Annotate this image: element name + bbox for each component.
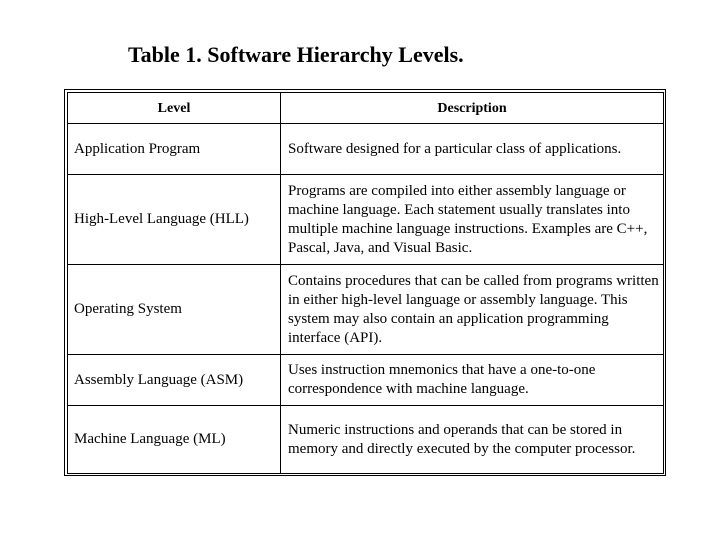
header-description: Description: [281, 93, 664, 124]
description-cell: Software designed for a particular class of applications.: [281, 124, 664, 175]
table-row: [68, 124, 664, 175]
level-cell: Application Program: [68, 124, 281, 175]
table-caption: Table 1. Software Hierarchy Levels.: [128, 42, 464, 67]
table-row: [68, 355, 664, 406]
description-cell: Contains procedures that can be called from programs written in either high-level language or assembly language. This system may also contain an application programming interface (API).: [281, 265, 664, 355]
table-row: [68, 175, 664, 265]
description-cell: Uses instruction mnemonics that have a one-to-one correspondence with machine language.: [281, 355, 664, 406]
level-cell: High-Level Language (HLL): [68, 175, 281, 265]
table-frame: [64, 89, 666, 476]
level-cell: Machine Language (ML): [68, 406, 281, 474]
level-cell: Assembly Language (ASM): [68, 355, 281, 406]
table-header-row: [68, 93, 664, 124]
table-row: [68, 406, 664, 474]
description-cell: Numeric instructions and operands that can be stored in memory and directly executed by the computer processor.: [281, 406, 664, 474]
software-hierarchy-table: [67, 92, 664, 474]
level-cell: Operating System: [68, 265, 281, 355]
table-row: [68, 265, 664, 355]
description-cell: Programs are compiled into either assembly language or machine language. Each statement usually translates into multiple machine language instructions. Examples are C++, Pascal, Java, and Visual Basic.: [281, 175, 664, 265]
header-level: Level: [68, 93, 281, 124]
